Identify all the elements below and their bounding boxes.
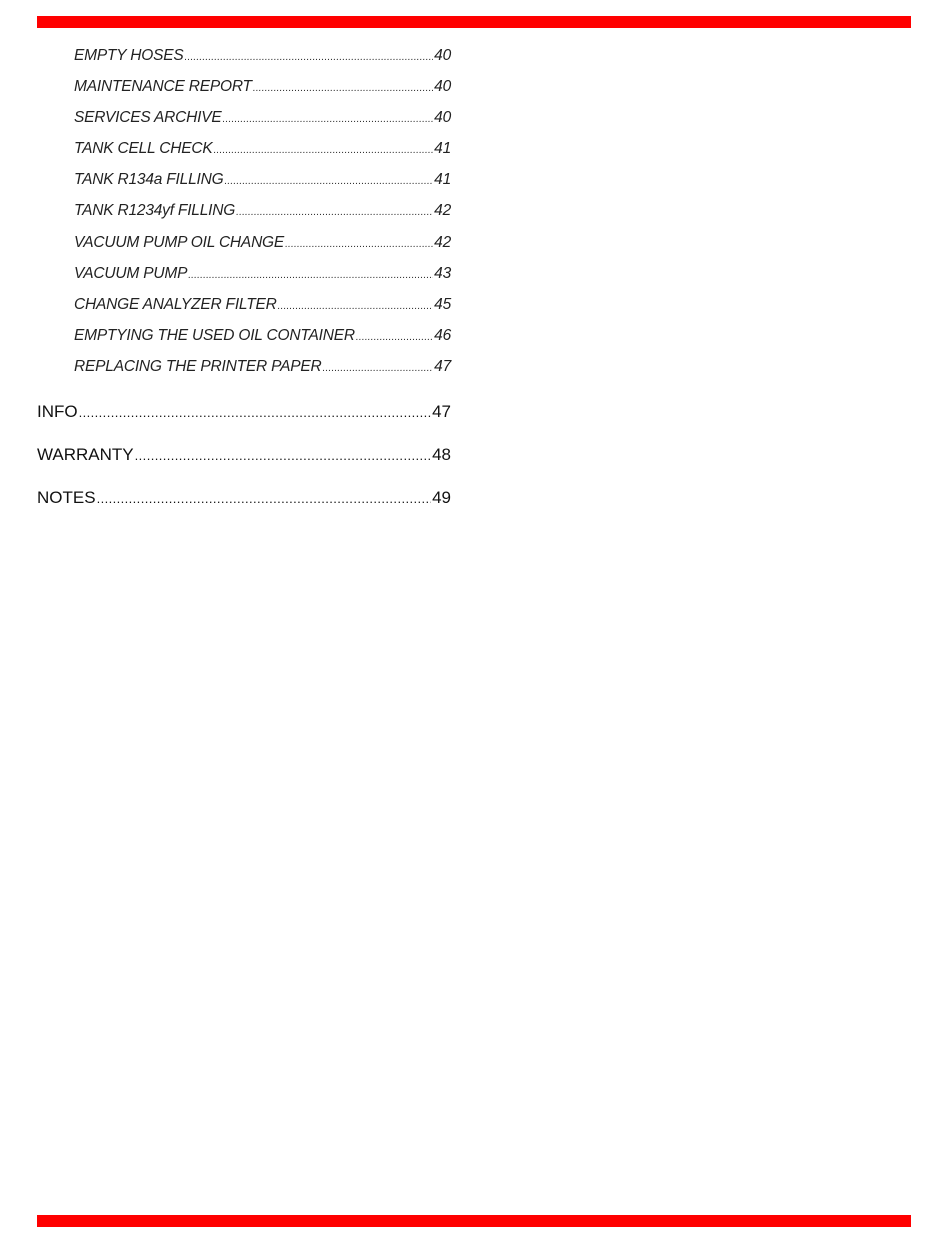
toc-entry-info[interactable] xyxy=(37,390,451,433)
toc-entry-page: 47 xyxy=(432,402,451,422)
bottom-red-bar xyxy=(37,1215,911,1227)
dot-leader xyxy=(79,391,431,434)
dot-leader xyxy=(224,166,433,197)
toc-entry-page: 40 xyxy=(434,109,451,127)
toc-entry-page: 40 xyxy=(434,78,451,96)
dot-leader xyxy=(253,73,433,104)
dot-leader xyxy=(97,477,432,520)
toc-entry-page: 45 xyxy=(434,295,451,313)
toc-entry-vacuum-pump[interactable] xyxy=(37,258,451,289)
toc-entry-page: 47 xyxy=(434,357,451,375)
dot-leader xyxy=(285,229,433,260)
toc-entry-page: 42 xyxy=(434,202,451,220)
toc-entry-replacing-printer-paper[interactable] xyxy=(37,351,451,382)
dot-leader xyxy=(236,197,433,228)
toc-entry-warranty[interactable] xyxy=(37,433,451,476)
toc-entry-page: 49 xyxy=(432,488,451,508)
dot-leader xyxy=(356,322,433,353)
toc-entry-label: CHANGE ANALYZER FILTER xyxy=(74,295,277,313)
toc-entry-page: 41 xyxy=(434,140,451,158)
toc-entry-label: SERVICES ARCHIVE xyxy=(74,109,222,127)
toc-entry-label: WARRANTY xyxy=(37,445,134,465)
toc-entry-page: 43 xyxy=(434,264,451,282)
dot-leader xyxy=(323,353,434,384)
dot-leader xyxy=(185,42,434,73)
toc-entry-page: 40 xyxy=(434,47,451,64)
toc-entry-label: VACUUM PUMP OIL CHANGE xyxy=(74,233,285,251)
top-red-bar xyxy=(37,16,911,28)
toc-entry-page: 41 xyxy=(434,171,451,189)
toc-entry-label: TANK R134a FILLING xyxy=(74,171,224,189)
toc-entry-label: REPLACING THE PRINTER PAPER xyxy=(74,357,322,375)
toc-entry-notes[interactable] xyxy=(37,476,451,519)
toc-entry-page: 48 xyxy=(432,445,451,465)
table-of-contents xyxy=(37,40,451,519)
toc-entry-tank-r134a-filling[interactable] xyxy=(37,164,451,195)
toc-entry-label: NOTES xyxy=(37,488,96,508)
toc-entry-label: MAINTENANCE REPORT xyxy=(74,78,252,96)
dot-leader xyxy=(214,135,434,166)
toc-entry-services-archive[interactable] xyxy=(37,102,451,133)
toc-entry-tank-r1234yf-filling[interactable] xyxy=(37,195,451,226)
dot-leader xyxy=(278,291,434,322)
toc-entry-vacuum-pump-oil-change[interactable] xyxy=(37,227,451,258)
toc-entry-label: TANK R1234yf FILLING xyxy=(74,202,236,220)
toc-entry-label: INFO xyxy=(37,402,78,422)
toc-entry-maintenance-report[interactable] xyxy=(37,71,451,102)
toc-entry-emptying-used-oil-container[interactable] xyxy=(37,320,451,351)
toc-entry-label: EMPTYING THE USED OIL CONTAINER xyxy=(74,326,355,344)
toc-entry-label: EMPTY HOSES xyxy=(74,47,184,64)
toc-entry-label: VACUUM PUMP xyxy=(74,264,188,282)
toc-entry-tank-cell-check[interactable] xyxy=(37,133,451,164)
dot-leader xyxy=(135,434,431,477)
dot-leader xyxy=(223,104,434,135)
toc-entry-change-analyzer-filter[interactable] xyxy=(37,289,451,320)
toc-entry-label: TANK CELL CHECK xyxy=(74,140,213,158)
dot-leader xyxy=(188,260,433,291)
toc-entry-empty-hoses[interactable] xyxy=(37,40,451,71)
toc-entry-page: 46 xyxy=(434,326,451,344)
toc-entry-page: 42 xyxy=(434,233,451,251)
